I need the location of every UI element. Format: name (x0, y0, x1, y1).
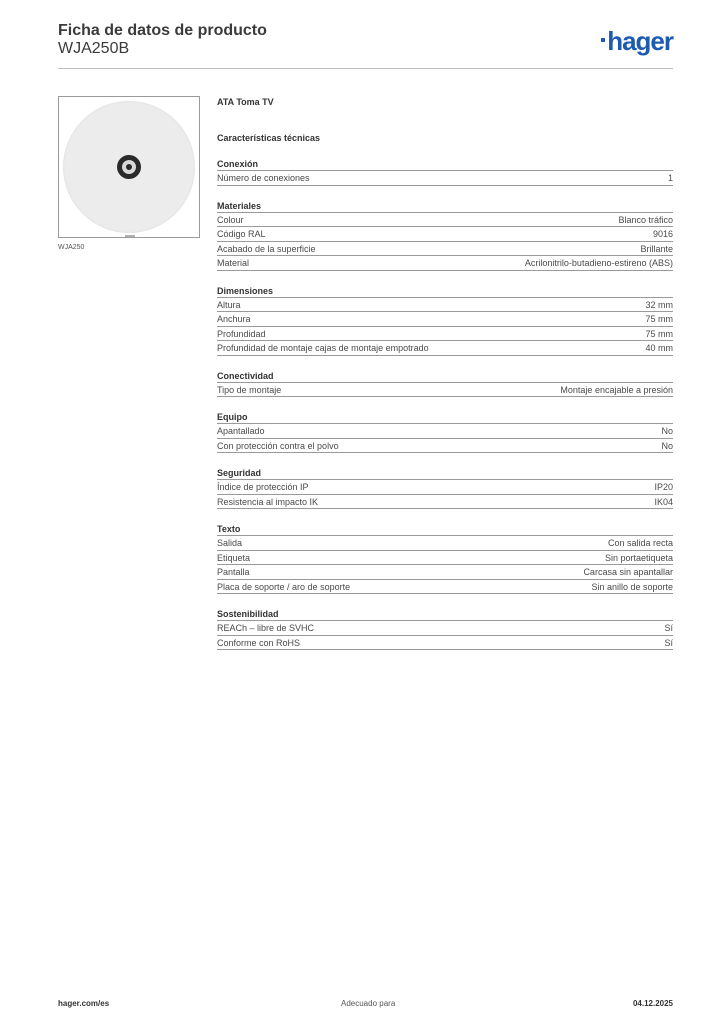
spec-row (217, 564, 673, 579)
spec-label: Profundidad de montaje cajas de montaje empotrado (217, 343, 429, 353)
spec-value: IK04 (654, 496, 673, 507)
spec-row (217, 382, 673, 397)
spec-label: Código RAL (217, 229, 266, 239)
section-title: Sostenibilidad (217, 609, 279, 619)
spec-row (217, 170, 673, 185)
spec-value: Brillante (640, 243, 673, 254)
specs-heading: Características técnicas (217, 133, 321, 143)
section-title: Texto (217, 524, 241, 534)
spec-label: Colour (217, 214, 244, 225)
section-rows (217, 212, 673, 271)
section-title: Seguridad (217, 468, 262, 478)
image-caption: WJA250 (58, 244, 85, 251)
spec-row (217, 620, 673, 635)
spec-label: Con protección contra el polvo (217, 440, 339, 451)
product-code: WJA250B (58, 40, 130, 57)
spec-value: 40 mm (645, 343, 673, 353)
section-title: Dimensiones (217, 285, 274, 296)
spec-value: No (661, 426, 673, 436)
spec-row (217, 311, 673, 326)
spec-value: 1 (667, 173, 673, 183)
section-rows (217, 170, 673, 186)
spec-row (217, 340, 673, 355)
spec-label: Apantallado (217, 426, 265, 436)
spec-label: Conforme con RoHS (217, 637, 301, 648)
spec-value: Montaje encajable a presión (560, 384, 673, 395)
spec-label: Tipo de montaje (217, 384, 282, 395)
page-footer (58, 999, 673, 1011)
spec-value: Carcasa sin apantallar (583, 567, 673, 577)
footer-date: 04.12.2025 (632, 999, 673, 1008)
section-rows (217, 479, 673, 509)
spec-label: Altura (217, 299, 241, 310)
spec-value: IP20 (654, 482, 673, 492)
spec-row (217, 438, 673, 453)
spec-label: Material (217, 258, 250, 268)
spec-row (217, 494, 673, 509)
logo-dot-icon (601, 38, 605, 42)
spec-label: Profundidad (217, 328, 266, 339)
spec-value: 9016 (652, 229, 673, 239)
tv-socket-cover (63, 101, 195, 233)
spec-value: No (661, 440, 673, 451)
specifications (217, 96, 673, 650)
spec-value: Sí (664, 623, 673, 633)
spec-row (217, 326, 673, 341)
product-name: ATA Toma TV (217, 97, 274, 107)
page-header (58, 22, 673, 69)
spec-row (217, 635, 673, 650)
section-rows (217, 297, 673, 356)
section-rows (217, 382, 673, 398)
spec-value: 75 mm (645, 328, 673, 339)
document-title: Ficha de datos de producto (58, 22, 267, 39)
footer-note: Adecuado para (341, 999, 396, 1008)
footer-url: hager.com/es (58, 999, 110, 1008)
spec-value: 32 mm (645, 299, 673, 310)
section-rows (217, 423, 673, 453)
section-title: Equipo (217, 412, 248, 422)
spec-label: Etiqueta (217, 552, 251, 563)
logo-text: hager (607, 26, 673, 56)
spec-row (217, 423, 673, 438)
spec-value: 75 mm (645, 314, 673, 324)
spec-row (217, 579, 673, 594)
section-rows (217, 535, 673, 594)
section-rows (217, 620, 673, 650)
spec-row (217, 535, 673, 550)
spec-row (217, 241, 673, 256)
spec-value: Sí (664, 637, 673, 648)
spec-value: Acrilonitrilo-butadieno-estireno (ABS) (524, 258, 673, 268)
spec-row (217, 297, 673, 312)
section-title: Conexión (217, 159, 259, 169)
spec-label: Salida (217, 538, 243, 548)
section-title: Materiales (217, 200, 262, 211)
spec-label: Índice de protección IP (217, 482, 309, 492)
spec-row (217, 550, 673, 565)
spec-value: Sin anillo de soporte (591, 581, 673, 592)
spec-row (217, 226, 673, 241)
spec-row (217, 479, 673, 494)
spec-label: Anchura (217, 314, 251, 324)
spec-row (217, 212, 673, 227)
spec-label: REACh – libre de SVHC (217, 623, 315, 633)
hager-logo (601, 26, 673, 57)
spec-label: Pantalla (217, 567, 250, 577)
spec-label: Número de conexiones (217, 173, 310, 183)
spec-value: Blanco tráfico (618, 214, 673, 225)
tv-connector-icon (117, 155, 141, 179)
spec-value: Sin portaetiqueta (604, 552, 673, 563)
spec-label: Placa de soporte / aro de soporte (217, 581, 351, 592)
spec-row (217, 255, 673, 270)
product-image (58, 96, 200, 238)
spec-label: Acabado de la superficie (217, 243, 316, 254)
spec-sections (217, 158, 673, 650)
spec-value: Con salida recta (607, 538, 673, 548)
spec-label: Resistencia al impacto IK (217, 496, 319, 507)
section-title: Conectividad (217, 370, 274, 381)
